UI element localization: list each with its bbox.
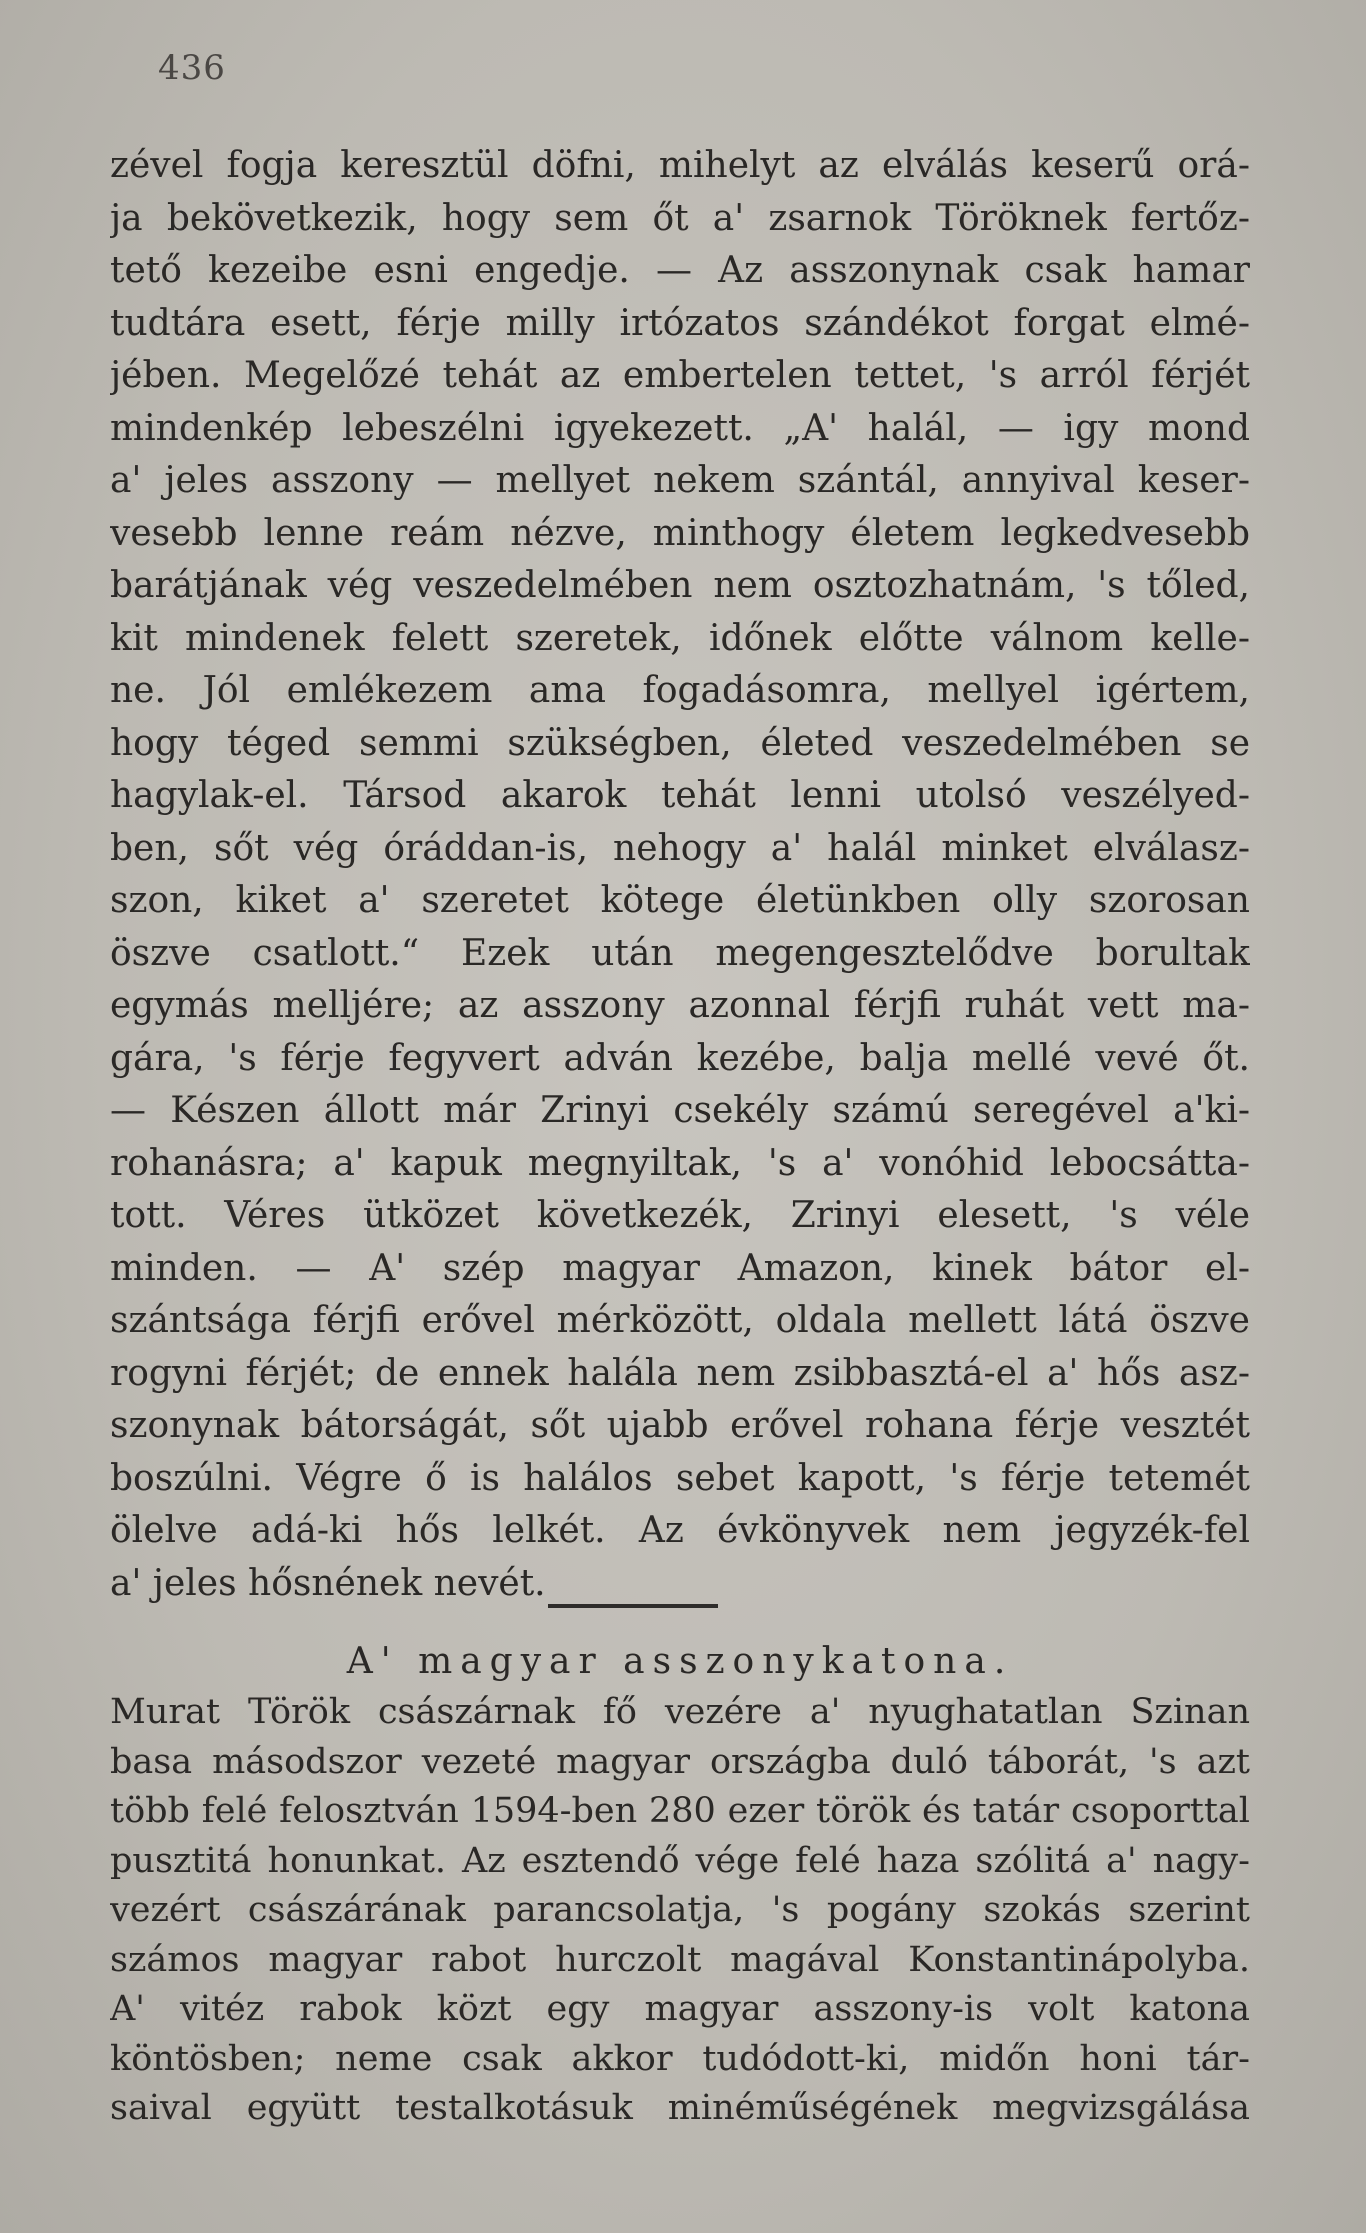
text-line: számos magyar rabot hurczolt magával Konstantinápolyba. [110, 1939, 1250, 1980]
text-line: gára, 's férje fegyvert adván kezébe, balja mellé vevé őt. [110, 1037, 1250, 1079]
text-line: Murat Török császárnak fő vezére a' nyughatatlan Szinan [110, 1692, 1250, 1732]
text-line: boszúlni. Végre ő is halálos sebet kapott, 's férje tetemét [110, 1457, 1250, 1499]
text-line: több felé felosztván 1594-ben 280 ezer török és tatár csoporttal [110, 1791, 1250, 1831]
text-line: — Készen állott már Zrinyi csekély számú seregével a'ki- [110, 1090, 1250, 1131]
text-line: ölelve adá-ki hős lelkét. Az évkönyvek nem jegyzék-fel [110, 1510, 1250, 1551]
text-line: hagylak-el. Társod akarok tehát lenni utolsó veszélyed- [110, 775, 1250, 816]
text-line: szon, kiket a' szeretet kötege életünkben olly szorosan [110, 880, 1250, 921]
section-text [110, 1688, 1250, 2134]
text-line: ja bekövetkezik, hogy sem őt a' zsarnok Töröknek fertőz- [110, 197, 1250, 239]
text-line: tott. Véres ütközet következék, Zrinyi elesett, 's véle [110, 1195, 1250, 1236]
text-line: hogy téged semmi szükségben, életed veszedelmében se [110, 722, 1250, 764]
text-line: köntösben; neme csak akkor tudódott-ki, midőn honi tár- [110, 2038, 1250, 2079]
text-line: kit mindenek felett szeretek, időnek előtte válnom kelle- [110, 617, 1250, 659]
text-line: a' jeles hősnének nevét. [110, 1562, 546, 1604]
text-line: basa másodszor vezeté magyar országba duló táborát, 's azt [110, 1741, 1250, 1782]
text-line: szonynak bátorságát, sőt ujabb erővel rohana férje vesztét [110, 1405, 1250, 1446]
text-line: rohanásra; a' kapuk megnyiltak, 's a' vonóhid lebocsátta- [110, 1142, 1250, 1184]
text-line: ne. Jól emlékezem ama fogadásomra, mellyel igértem, [110, 670, 1250, 711]
text-line: A' vitéz rabok közt egy magyar asszony-is volt katona [110, 1989, 1250, 2029]
text-line: jében. Megelőzé tehát az embertelen tettet, 's arról férjét [110, 355, 1250, 396]
body-text [110, 140, 1250, 1610]
text-line: barátjának vég veszedelmében nem osztozhatnám, 's tőled, [110, 565, 1250, 606]
text-line: a' jeles asszony — mellyet nekem szántál, annyival keser- [110, 460, 1250, 501]
section-divider [548, 1604, 718, 1608]
text-line: ben, sőt vég óráddan-is, nehogy a' halál minket elválasz- [110, 827, 1250, 869]
section-title: A' magyar asszonykatona. [346, 1641, 1014, 1682]
text-line: egymás melljére; az asszony azonnal férjfi ruhát vett ma- [110, 985, 1250, 1026]
text-line: pusztitá honunkat. Az esztendő vége felé haza szólitá a' nagy- [110, 1840, 1250, 1881]
text-line: vesebb lenne reám nézve, minthogy életem legkedvesebb [110, 512, 1250, 554]
text-line: zével fogja keresztül döfni, mihelyt az elválás keserű orá- [110, 145, 1250, 186]
text-line: mindenkép lebeszélni igyekezett. „A' halál, — igy mond [110, 407, 1250, 449]
text-line: saival együtt testalkotásuk minéműségének megvizsgálása [110, 2088, 1250, 2128]
text-line: szántsága férjfi erővel mérközött, oldala mellett látá öszve [110, 1300, 1250, 1341]
text-line: öszve csatlott.“ Ezek után megengesztelődve borultak [110, 932, 1250, 974]
text-line: rogyni férjét; de ennek halála nem zsibbasztá-el a' hős asz- [110, 1352, 1250, 1394]
text-line: vezért császárának parancsolatja, 's pogány szokás szerint [110, 1890, 1250, 1930]
text-line: tető kezeibe esni engedje. — Az asszonynak csak hamar [110, 250, 1250, 291]
text-line: tudtára esett, férje milly irtózatos szándékot forgat elmé- [110, 302, 1250, 344]
text-line: minden. — A' szép magyar Amazon, kinek bátor el- [110, 1247, 1250, 1289]
page-number: 436 [158, 48, 226, 88]
